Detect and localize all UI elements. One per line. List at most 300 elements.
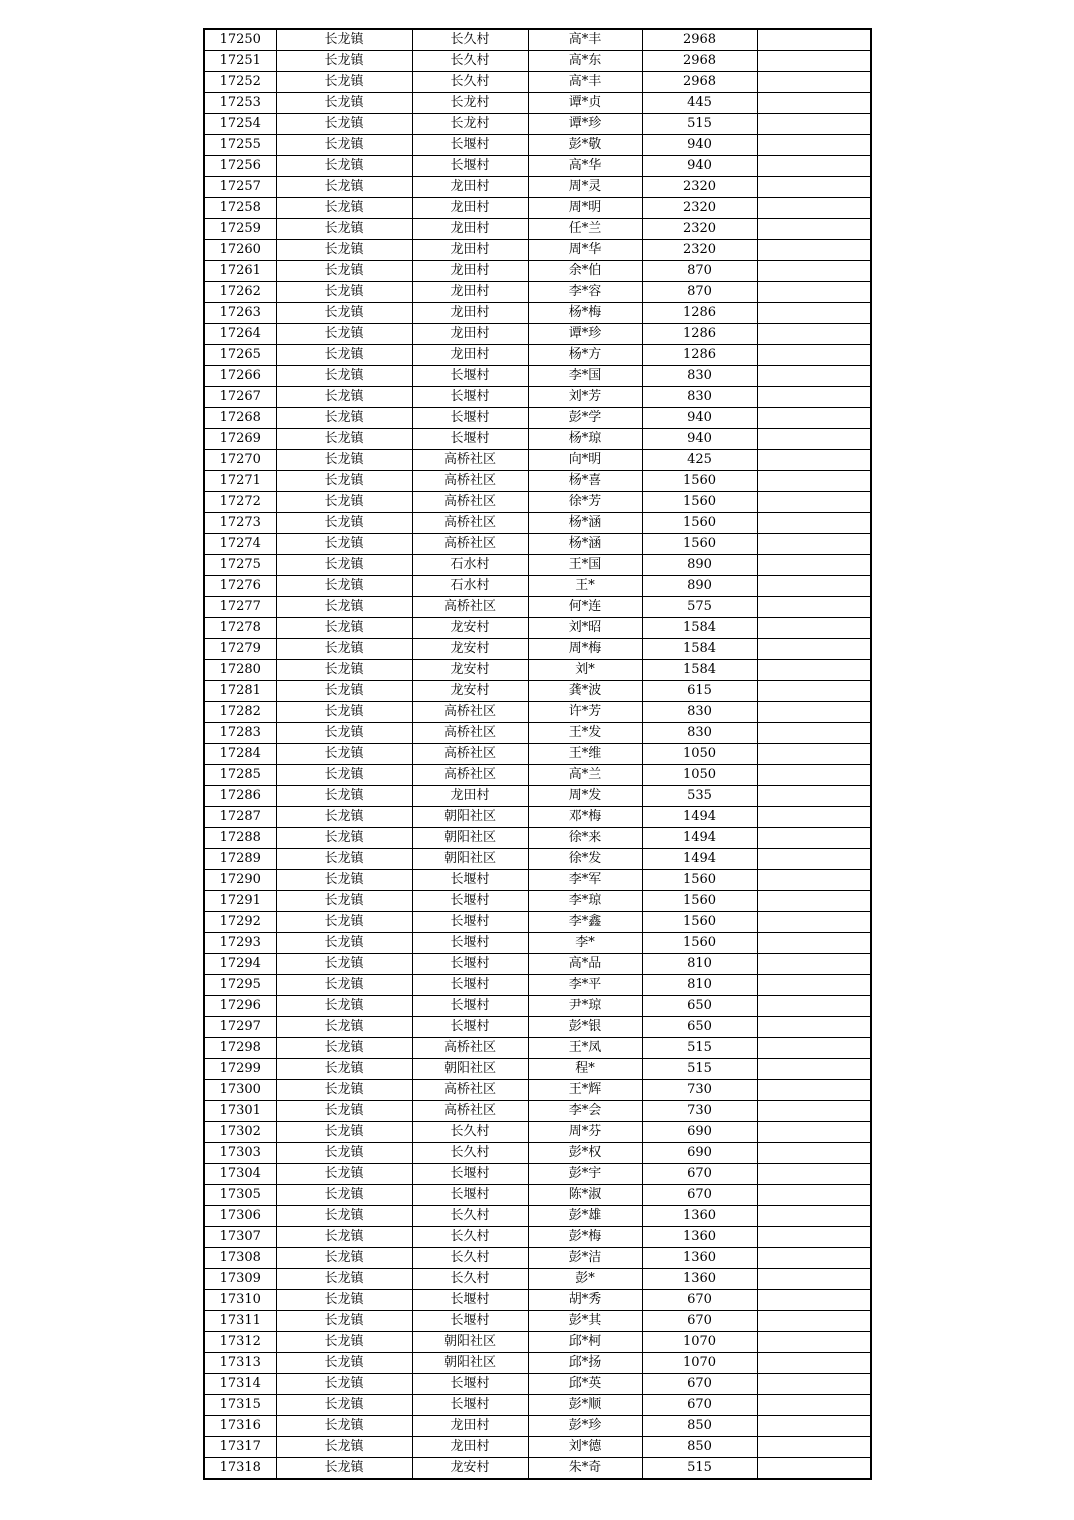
cell-serial-number: 17267: [204, 387, 276, 408]
cell-note: [757, 1458, 871, 1480]
table-row: [204, 555, 871, 576]
cell-note: [757, 891, 871, 912]
cell-village: 长堰村: [412, 1164, 528, 1185]
cell-town: 长龙镇: [276, 240, 412, 261]
cell-village: 长久村: [412, 1206, 528, 1227]
cell-serial-number: 17253: [204, 93, 276, 114]
table-row: [204, 51, 871, 72]
cell-person-name: 高*丰: [528, 72, 642, 93]
cell-village: 长堰村: [412, 1290, 528, 1311]
table-row: [204, 1038, 871, 1059]
cell-note: [757, 261, 871, 282]
cell-village: 长堰村: [412, 933, 528, 954]
cell-village: 朝阳社区: [412, 1332, 528, 1353]
cell-serial-number: 17288: [204, 828, 276, 849]
cell-person-name: 杨*涵: [528, 534, 642, 555]
cell-town: 长龙镇: [276, 975, 412, 996]
cell-note: [757, 366, 871, 387]
cell-person-name: 李*琼: [528, 891, 642, 912]
cell-town: 长龙镇: [276, 114, 412, 135]
cell-person-name: 向*明: [528, 450, 642, 471]
cell-serial-number: 17282: [204, 702, 276, 723]
cell-person-name: 周*梅: [528, 639, 642, 660]
cell-village: 长堰村: [412, 387, 528, 408]
cell-person-name: 杨*喜: [528, 471, 642, 492]
cell-village: 龙安村: [412, 639, 528, 660]
cell-amount: 1584: [642, 660, 757, 681]
cell-person-name: 高*丰: [528, 29, 642, 51]
data-table: [203, 28, 872, 1480]
cell-person-name: 彭*宇: [528, 1164, 642, 1185]
cell-town: 长龙镇: [276, 450, 412, 471]
cell-amount: 1584: [642, 618, 757, 639]
table-row: [204, 618, 871, 639]
cell-village: 龙田村: [412, 219, 528, 240]
cell-note: [757, 639, 871, 660]
cell-person-name: 胡*秀: [528, 1290, 642, 1311]
table-row: [204, 996, 871, 1017]
cell-village: 长堰村: [412, 429, 528, 450]
cell-town: 长龙镇: [276, 723, 412, 744]
cell-town: 长龙镇: [276, 72, 412, 93]
cell-town: 长龙镇: [276, 408, 412, 429]
cell-serial-number: 17297: [204, 1017, 276, 1038]
table-row: [204, 1059, 871, 1080]
cell-note: [757, 1038, 871, 1059]
cell-person-name: 高*兰: [528, 765, 642, 786]
cell-town: 长龙镇: [276, 786, 412, 807]
table-row: [204, 1437, 871, 1458]
cell-person-name: 彭*雄: [528, 1206, 642, 1227]
table-row: [204, 849, 871, 870]
cell-village: 长龙村: [412, 114, 528, 135]
cell-serial-number: 17280: [204, 660, 276, 681]
cell-amount: 830: [642, 702, 757, 723]
cell-village: 长久村: [412, 51, 528, 72]
cell-amount: 670: [642, 1395, 757, 1416]
cell-village: 高桥社区: [412, 513, 528, 534]
cell-village: 龙田村: [412, 1416, 528, 1437]
cell-note: [757, 1437, 871, 1458]
cell-person-name: 李*鑫: [528, 912, 642, 933]
cell-town: 长龙镇: [276, 1311, 412, 1332]
cell-serial-number: 17308: [204, 1248, 276, 1269]
cell-person-name: 谭*贞: [528, 93, 642, 114]
cell-note: [757, 723, 871, 744]
cell-amount: 575: [642, 597, 757, 618]
cell-village: 龙田村: [412, 240, 528, 261]
cell-village: 石水村: [412, 576, 528, 597]
table-row: [204, 1206, 871, 1227]
cell-person-name: 高*华: [528, 156, 642, 177]
table-row: [204, 639, 871, 660]
cell-person-name: 周*灵: [528, 177, 642, 198]
table-row: [204, 933, 871, 954]
cell-village: 长堰村: [412, 1374, 528, 1395]
cell-town: 长龙镇: [276, 1227, 412, 1248]
cell-serial-number: 17273: [204, 513, 276, 534]
cell-serial-number: 17255: [204, 135, 276, 156]
cell-person-name: 徐*来: [528, 828, 642, 849]
cell-amount: 940: [642, 429, 757, 450]
cell-amount: 1560: [642, 912, 757, 933]
cell-village: 龙安村: [412, 1458, 528, 1480]
cell-amount: 870: [642, 282, 757, 303]
table-row: [204, 303, 871, 324]
cell-person-name: 李*容: [528, 282, 642, 303]
cell-amount: 670: [642, 1290, 757, 1311]
cell-amount: 1050: [642, 744, 757, 765]
cell-person-name: 邓*梅: [528, 807, 642, 828]
cell-amount: 730: [642, 1101, 757, 1122]
cell-serial-number: 17274: [204, 534, 276, 555]
cell-note: [757, 1101, 871, 1122]
cell-village: 朝阳社区: [412, 1059, 528, 1080]
cell-person-name: 彭*洁: [528, 1248, 642, 1269]
cell-amount: 830: [642, 723, 757, 744]
cell-village: 朝阳社区: [412, 849, 528, 870]
cell-note: [757, 492, 871, 513]
cell-person-name: 杨*涵: [528, 513, 642, 534]
cell-note: [757, 828, 871, 849]
cell-note: [757, 219, 871, 240]
cell-note: [757, 1080, 871, 1101]
table-row: [204, 870, 871, 891]
cell-note: [757, 303, 871, 324]
cell-person-name: 周*华: [528, 240, 642, 261]
cell-note: [757, 576, 871, 597]
table-row: [204, 408, 871, 429]
cell-person-name: 刘*德: [528, 1437, 642, 1458]
cell-village: 龙安村: [412, 681, 528, 702]
cell-village: 龙安村: [412, 660, 528, 681]
cell-person-name: 王*国: [528, 555, 642, 576]
table-row: [204, 828, 871, 849]
cell-town: 长龙镇: [276, 219, 412, 240]
table-row: [204, 660, 871, 681]
table-row: [204, 156, 871, 177]
cell-person-name: 陈*淑: [528, 1185, 642, 1206]
cell-person-name: 刘*: [528, 660, 642, 681]
cell-town: 长龙镇: [276, 807, 412, 828]
cell-village: 高桥社区: [412, 1080, 528, 1101]
cell-note: [757, 240, 871, 261]
cell-village: 朝阳社区: [412, 1353, 528, 1374]
cell-amount: 810: [642, 975, 757, 996]
cell-village: 长堰村: [412, 891, 528, 912]
cell-serial-number: 17268: [204, 408, 276, 429]
cell-village: 高桥社区: [412, 534, 528, 555]
cell-serial-number: 17269: [204, 429, 276, 450]
cell-amount: 1560: [642, 513, 757, 534]
cell-village: 龙田村: [412, 324, 528, 345]
cell-serial-number: 17290: [204, 870, 276, 891]
cell-note: [757, 597, 871, 618]
cell-note: [757, 807, 871, 828]
cell-amount: 870: [642, 261, 757, 282]
cell-person-name: 李*会: [528, 1101, 642, 1122]
cell-serial-number: 17257: [204, 177, 276, 198]
cell-village: 高桥社区: [412, 702, 528, 723]
cell-serial-number: 17260: [204, 240, 276, 261]
cell-village: 长堰村: [412, 912, 528, 933]
cell-amount: 1560: [642, 891, 757, 912]
cell-serial-number: 17316: [204, 1416, 276, 1437]
cell-note: [757, 93, 871, 114]
cell-town: 长龙镇: [276, 282, 412, 303]
cell-note: [757, 954, 871, 975]
cell-serial-number: 17302: [204, 1122, 276, 1143]
cell-amount: 670: [642, 1185, 757, 1206]
cell-amount: 2320: [642, 219, 757, 240]
cell-village: 长堰村: [412, 366, 528, 387]
cell-person-name: 周*明: [528, 198, 642, 219]
cell-person-name: 杨*梅: [528, 303, 642, 324]
cell-town: 长龙镇: [276, 618, 412, 639]
table-row: [204, 975, 871, 996]
cell-person-name: 刘*昭: [528, 618, 642, 639]
cell-village: 长堰村: [412, 1395, 528, 1416]
cell-note: [757, 1311, 871, 1332]
table-row: [204, 1374, 871, 1395]
cell-amount: 690: [642, 1143, 757, 1164]
cell-person-name: 何*连: [528, 597, 642, 618]
table-row: [204, 1416, 871, 1437]
cell-serial-number: 17284: [204, 744, 276, 765]
table-row: [204, 1269, 871, 1290]
cell-amount: 1560: [642, 492, 757, 513]
cell-note: [757, 72, 871, 93]
cell-person-name: 彭*其: [528, 1311, 642, 1332]
cell-person-name: 杨*方: [528, 345, 642, 366]
cell-town: 长龙镇: [276, 261, 412, 282]
cell-amount: 670: [642, 1164, 757, 1185]
cell-note: [757, 345, 871, 366]
cell-person-name: 许*芳: [528, 702, 642, 723]
table-row: [204, 219, 871, 240]
cell-note: [757, 1374, 871, 1395]
cell-person-name: 王*发: [528, 723, 642, 744]
table-row: [204, 1017, 871, 1038]
cell-note: [757, 324, 871, 345]
cell-amount: 1286: [642, 324, 757, 345]
cell-amount: 1360: [642, 1206, 757, 1227]
cell-serial-number: 17287: [204, 807, 276, 828]
table-row: [204, 744, 871, 765]
cell-person-name: 彭*权: [528, 1143, 642, 1164]
cell-village: 龙田村: [412, 261, 528, 282]
cell-serial-number: 17261: [204, 261, 276, 282]
cell-serial-number: 17254: [204, 114, 276, 135]
cell-note: [757, 114, 871, 135]
cell-town: 长龙镇: [276, 870, 412, 891]
cell-note: [757, 681, 871, 702]
cell-town: 长龙镇: [276, 555, 412, 576]
cell-town: 长龙镇: [276, 1290, 412, 1311]
cell-town: 长龙镇: [276, 681, 412, 702]
cell-person-name: 彭*梅: [528, 1227, 642, 1248]
cell-note: [757, 282, 871, 303]
cell-serial-number: 17318: [204, 1458, 276, 1480]
cell-person-name: 程*: [528, 1059, 642, 1080]
cell-note: [757, 1269, 871, 1290]
cell-village: 长久村: [412, 1269, 528, 1290]
table-row: [204, 324, 871, 345]
cell-serial-number: 17291: [204, 891, 276, 912]
cell-village: 高桥社区: [412, 492, 528, 513]
table-row: [204, 282, 871, 303]
table-row: [204, 765, 871, 786]
cell-village: 长堰村: [412, 1311, 528, 1332]
cell-amount: 830: [642, 366, 757, 387]
cell-serial-number: 17276: [204, 576, 276, 597]
cell-town: 长龙镇: [276, 177, 412, 198]
cell-village: 长堰村: [412, 135, 528, 156]
cell-amount: 1360: [642, 1269, 757, 1290]
cell-town: 长龙镇: [276, 933, 412, 954]
cell-note: [757, 1059, 871, 1080]
cell-amount: 940: [642, 408, 757, 429]
cell-town: 长龙镇: [276, 849, 412, 870]
cell-person-name: 彭*敬: [528, 135, 642, 156]
cell-village: 长久村: [412, 1143, 528, 1164]
cell-note: [757, 1164, 871, 1185]
cell-village: 长堰村: [412, 1017, 528, 1038]
cell-person-name: 高*品: [528, 954, 642, 975]
table-row: [204, 1143, 871, 1164]
cell-amount: 850: [642, 1437, 757, 1458]
cell-amount: 2968: [642, 72, 757, 93]
table-row: [204, 93, 871, 114]
cell-serial-number: 17296: [204, 996, 276, 1017]
cell-serial-number: 17293: [204, 933, 276, 954]
cell-town: 长龙镇: [276, 198, 412, 219]
cell-person-name: 龚*波: [528, 681, 642, 702]
cell-amount: 615: [642, 681, 757, 702]
table-row: [204, 261, 871, 282]
cell-town: 长龙镇: [276, 1122, 412, 1143]
cell-note: [757, 135, 871, 156]
cell-village: 长堰村: [412, 1185, 528, 1206]
cell-amount: 830: [642, 387, 757, 408]
cell-serial-number: 17281: [204, 681, 276, 702]
table-row: [204, 1395, 871, 1416]
cell-person-name: 谭*珍: [528, 114, 642, 135]
cell-amount: 1584: [642, 639, 757, 660]
cell-note: [757, 513, 871, 534]
cell-serial-number: 17279: [204, 639, 276, 660]
cell-amount: 1560: [642, 471, 757, 492]
cell-town: 长龙镇: [276, 471, 412, 492]
table-row: [204, 1164, 871, 1185]
cell-amount: 1560: [642, 870, 757, 891]
cell-amount: 1560: [642, 534, 757, 555]
cell-serial-number: 17266: [204, 366, 276, 387]
table-row: [204, 72, 871, 93]
cell-person-name: 王*: [528, 576, 642, 597]
cell-note: [757, 1290, 871, 1311]
cell-serial-number: 17259: [204, 219, 276, 240]
cell-person-name: 余*伯: [528, 261, 642, 282]
cell-serial-number: 17251: [204, 51, 276, 72]
cell-serial-number: 17306: [204, 1206, 276, 1227]
cell-note: [757, 177, 871, 198]
cell-note: [757, 51, 871, 72]
cell-amount: 890: [642, 576, 757, 597]
cell-town: 长龙镇: [276, 1353, 412, 1374]
cell-village: 高桥社区: [412, 471, 528, 492]
cell-amount: 515: [642, 1038, 757, 1059]
table-row: [204, 1227, 871, 1248]
cell-note: [757, 156, 871, 177]
cell-serial-number: 17286: [204, 786, 276, 807]
cell-amount: 670: [642, 1311, 757, 1332]
cell-village: 长堰村: [412, 975, 528, 996]
cell-amount: 1286: [642, 303, 757, 324]
table-row: [204, 1248, 871, 1269]
cell-note: [757, 198, 871, 219]
cell-village: 长堰村: [412, 870, 528, 891]
cell-village: 高桥社区: [412, 1101, 528, 1122]
cell-person-name: 邱*扬: [528, 1353, 642, 1374]
cell-town: 长龙镇: [276, 93, 412, 114]
cell-town: 长龙镇: [276, 828, 412, 849]
cell-village: 长堰村: [412, 408, 528, 429]
cell-note: [757, 555, 871, 576]
cell-town: 长龙镇: [276, 1038, 412, 1059]
table-row: [204, 492, 871, 513]
cell-town: 长龙镇: [276, 702, 412, 723]
cell-town: 长龙镇: [276, 1101, 412, 1122]
cell-serial-number: 17278: [204, 618, 276, 639]
table-row: [204, 114, 871, 135]
cell-serial-number: 17285: [204, 765, 276, 786]
cell-village: 长久村: [412, 72, 528, 93]
cell-amount: 1494: [642, 807, 757, 828]
cell-town: 长龙镇: [276, 1164, 412, 1185]
cell-person-name: 彭*银: [528, 1017, 642, 1038]
cell-village: 龙田村: [412, 177, 528, 198]
cell-person-name: 王*凤: [528, 1038, 642, 1059]
cell-amount: 1560: [642, 933, 757, 954]
cell-amount: 2320: [642, 240, 757, 261]
table-row: [204, 702, 871, 723]
cell-town: 长龙镇: [276, 1395, 412, 1416]
table-row: [204, 345, 871, 366]
cell-serial-number: 17250: [204, 29, 276, 51]
cell-amount: 650: [642, 996, 757, 1017]
cell-person-name: 王*维: [528, 744, 642, 765]
cell-town: 长龙镇: [276, 29, 412, 51]
cell-person-name: 朱*奇: [528, 1458, 642, 1480]
table-row: [204, 723, 871, 744]
cell-note: [757, 1395, 871, 1416]
cell-town: 长龙镇: [276, 1059, 412, 1080]
cell-town: 长龙镇: [276, 492, 412, 513]
cell-village: 朝阳社区: [412, 807, 528, 828]
cell-note: [757, 1143, 871, 1164]
cell-note: [757, 786, 871, 807]
cell-village: 高桥社区: [412, 765, 528, 786]
cell-serial-number: 17300: [204, 1080, 276, 1101]
cell-note: [757, 870, 871, 891]
cell-serial-number: 17252: [204, 72, 276, 93]
cell-serial-number: 17265: [204, 345, 276, 366]
table-row: [204, 1080, 871, 1101]
table-row: [204, 1122, 871, 1143]
cell-amount: 1494: [642, 828, 757, 849]
cell-serial-number: 17304: [204, 1164, 276, 1185]
